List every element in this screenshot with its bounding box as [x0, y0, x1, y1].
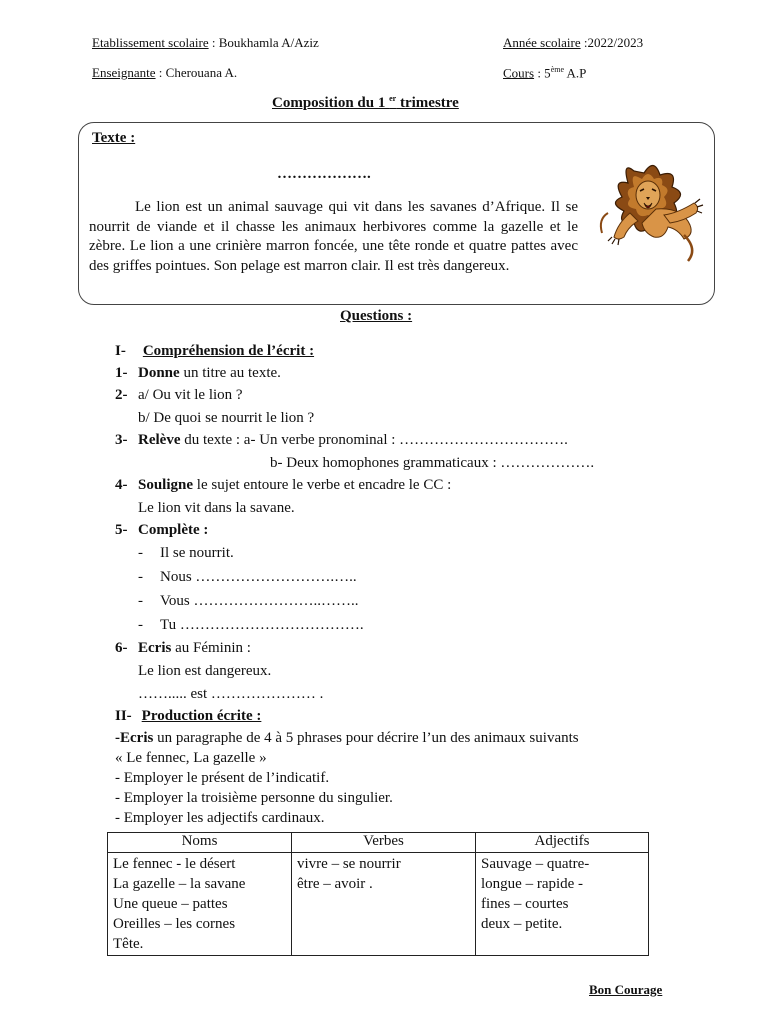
adjectifs-entry: Sauvage – quatre- — [481, 856, 590, 872]
production-rule: - Employer les adjectifs cardinaux. — [115, 810, 325, 826]
part1-heading — [115, 343, 314, 360]
year-line — [503, 35, 643, 51]
q5-item-text: Nous ……………………….….. — [160, 569, 357, 585]
production-instruction — [115, 730, 579, 747]
question-5 — [115, 522, 208, 539]
adjectifs-entry: fines – courtes — [481, 896, 569, 912]
teacher-line — [92, 65, 237, 81]
title-post: trimestre — [396, 95, 459, 111]
school-line — [92, 35, 319, 51]
class-line — [503, 65, 586, 81]
q3-text: du texte : a- Un verbe pronominal : ……………………………. — [180, 432, 568, 448]
q4-num: 4- — [115, 477, 128, 493]
reading-passage: Le lion est un animal sauvage qui vit dans les savanes d’Afrique. Il se nourrit de viande et il chasse les animaux herbivores comme la gazelle et le zèbre. Le lion a une crinière marron foncée, une tête ronde et quatre pattes avec des griffes pointues. Son pelage est marron clair. Il est très dangereux. — [89, 199, 578, 274]
year-label: Année scolaire — [503, 35, 581, 50]
noms-entry: Oreilles – les cornes — [113, 916, 236, 932]
school-value: : Boukhamla A/Aziz — [208, 35, 319, 50]
question-1 — [115, 365, 281, 382]
question-3 — [115, 432, 568, 449]
school-label: Etablissement scolaire — [92, 35, 209, 50]
part2-heading — [115, 708, 261, 725]
q1-num: 1- — [115, 365, 128, 381]
questions-title: Questions : — [340, 308, 413, 324]
teacher-value: : Cherouana A. — [155, 65, 238, 80]
question-4 — [115, 477, 451, 494]
table-row — [108, 853, 649, 956]
q5-num: 5- — [115, 522, 128, 538]
verbes-entry: vivre – se nourrir — [297, 856, 401, 872]
q5-item: - Vous ……………………..…….. — [138, 593, 359, 609]
class-value: : 5 — [534, 65, 551, 81]
q3-b: b- Deux homophones grammaticaux : ………………. — [270, 455, 595, 471]
cell-adjectifs — [476, 853, 649, 956]
production-verb: -Ecris — [115, 730, 154, 746]
cell-verbes — [292, 853, 476, 956]
noms-entry: Une queue – pattes — [113, 896, 228, 912]
production-text: un paragraphe de 4 à 5 phrases pour décrire l’un des animaux suivants — [153, 730, 579, 746]
year-value: :2022/2023 — [580, 35, 644, 50]
part2-num: II- — [115, 708, 132, 724]
noms-entry: Le fennec - le désert — [113, 856, 236, 872]
q6-sentence: Le lion est dangereux. — [138, 663, 272, 679]
adjectifs-entry: longue – rapide - — [481, 876, 584, 892]
q5-item-text: Tu ………………………………. — [160, 617, 364, 633]
lion-illustration-icon — [594, 153, 706, 265]
q6-verb: Ecris — [138, 640, 172, 656]
q6-answer: ……..... est ………………… . — [138, 686, 324, 702]
q2-num: 2- — [115, 387, 128, 403]
class-sup: ème — [550, 65, 565, 74]
teacher-label: Enseignante — [92, 65, 156, 80]
page-title — [272, 94, 459, 112]
vocabulary-table — [107, 832, 649, 956]
q1-verb: Donne — [138, 365, 180, 381]
header-noms: Noms — [108, 833, 292, 853]
noms-entry: La gazelle – la savane — [113, 876, 246, 892]
header-adjectifs: Adjectifs — [476, 833, 649, 853]
production-rule: - Employer le présent de l’indicatif. — [115, 770, 330, 786]
noms-entry: Tête. — [113, 936, 144, 952]
q5-item-text: Il se nourrit. — [160, 545, 234, 561]
q4-sentence: Le lion vit dans la savane. — [138, 500, 295, 516]
q3-verb: Relève — [138, 432, 181, 448]
adjectifs-entry: deux – petite. — [481, 916, 563, 932]
q3-num: 3- — [115, 432, 128, 448]
title-sup: er — [389, 94, 397, 103]
q5-verb: Complète : — [138, 522, 209, 538]
text-title-placeholder: ………………. — [277, 166, 371, 182]
text-label: Texte : — [92, 130, 136, 146]
q1-text: un titre au texte. — [179, 365, 281, 381]
cell-noms — [108, 853, 292, 956]
verbes-entry: être – avoir . — [297, 876, 373, 892]
production-animals: « Le fennec, La gazelle » — [115, 750, 267, 766]
class-label: Cours — [503, 65, 535, 81]
q5-item: - Nous ……………………….….. — [138, 569, 357, 585]
q2-b: b/ De quoi se nourrit le lion ? — [138, 410, 315, 426]
question-2 — [115, 387, 243, 404]
q6-text: au Féminin : — [171, 640, 251, 656]
q2-a: a/ Ou vit le lion ? — [138, 387, 243, 403]
table-header-row — [108, 833, 649, 853]
q5-item-text: Vous ……………………..…….. — [160, 593, 359, 609]
part2-title: Production écrite : — [141, 708, 262, 724]
q5-item: - Tu ………………………………. — [138, 617, 364, 633]
part1-title: Compréhension de l’écrit : — [142, 343, 315, 359]
q4-text: le sujet entoure le verbe et encadre le CC : — [193, 477, 452, 493]
title-pre: Composition du 1 — [272, 95, 390, 111]
q6-num: 6- — [115, 640, 128, 656]
part1-num: I- — [115, 343, 126, 359]
question-6 — [115, 640, 251, 657]
q4-verb: Souligne — [138, 477, 194, 493]
production-rule: - Employer la troisième personne du singulier. — [115, 790, 393, 806]
header-verbes: Verbes — [292, 833, 476, 853]
footer-bon-courage: Bon Courage — [589, 982, 663, 997]
class-value-post: A.P — [564, 65, 587, 81]
q5-item: - Il se nourrit. — [138, 545, 234, 561]
